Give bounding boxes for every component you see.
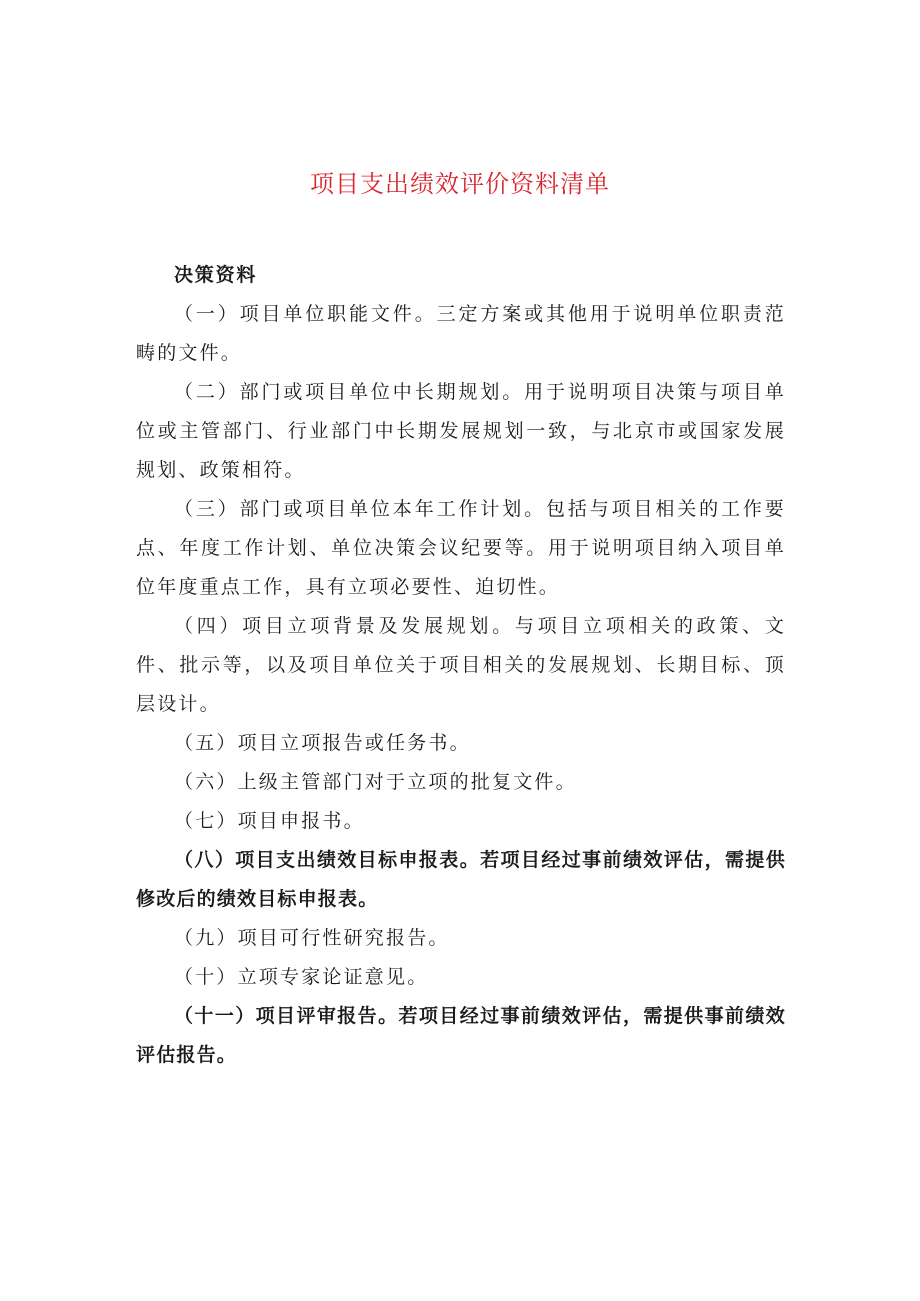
list-item: （六）上级主管部门对于立项的批复文件。 xyxy=(174,771,577,793)
list-item: （九）项目可行性研究报告。 xyxy=(174,927,450,949)
section-heading: 决策资料 xyxy=(174,264,258,286)
list-item: （十）立项专家论证意见。 xyxy=(174,966,429,988)
document-body xyxy=(136,256,786,1075)
list-item: （五）项目立项报告或任务书。 xyxy=(174,732,471,754)
list-item: （一）项目单位职能文件。三定方案或其他用于说明单位职责范畴的文件。 xyxy=(136,303,786,364)
document-title: 项目支出绩效评价资料清单 xyxy=(310,170,610,198)
list-item: （四）项目立项背景及发展规划。与项目立项相关的政策、文件、批示等，以及项目单位关于项目相关的发展规划、长期目标、顶层设计。 xyxy=(136,615,786,715)
list-item-emphasized: （八）项目支出绩效目标申报表。若项目经过事前绩效评估，需提供修改后的绩效目标申报表。 xyxy=(136,849,786,910)
list-item: （二）部门或项目单位中长期规划。用于说明项目决策与项目单位或主管部门、行业部门中长期发展规划一致，与北京市或国家发展规划、政策相符。 xyxy=(136,381,786,481)
list-item: （七）项目申报书。 xyxy=(174,810,365,832)
list-item: （三）部门或项目单位本年工作计划。包括与项目相关的工作要点、年度工作计划、单位决策会议纪要等。用于说明项目纳入项目单位年度重点工作，具有立项必要性、迫切性。 xyxy=(136,498,786,598)
list-item-emphasized: （十一）项目评审报告。若项目经过事前绩效评估，需提供事前绩效评估报告。 xyxy=(136,1005,786,1066)
